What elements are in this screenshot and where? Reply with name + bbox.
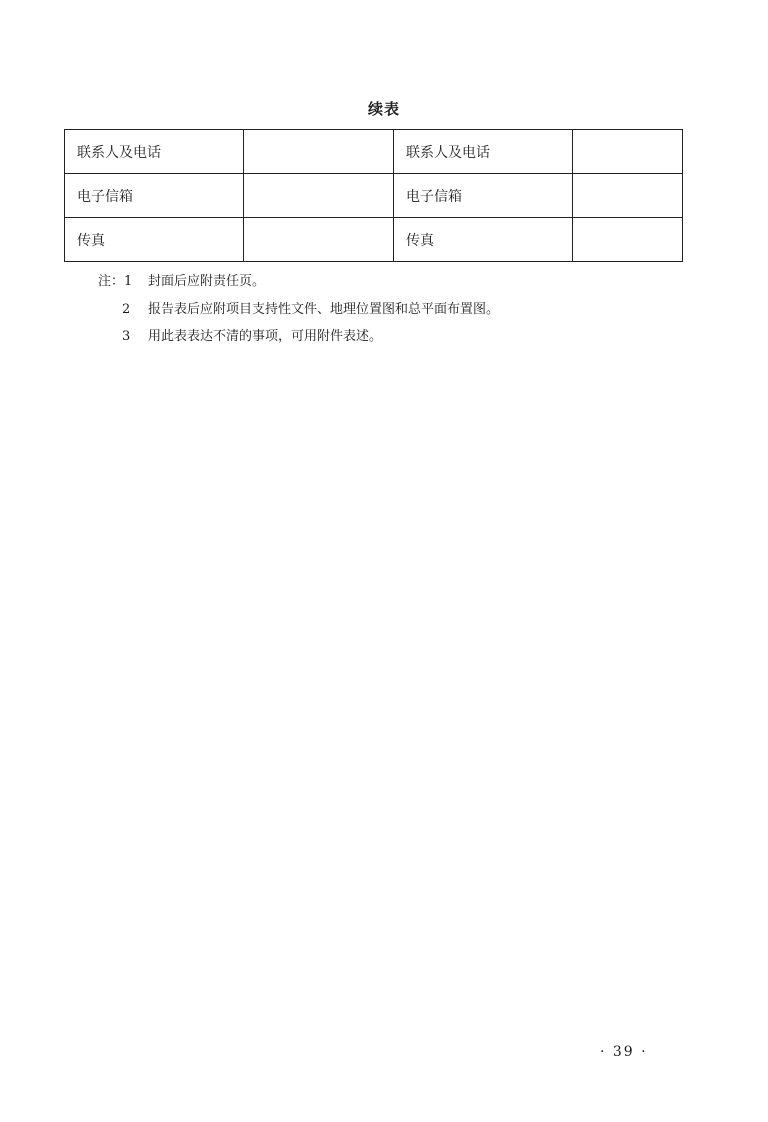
table-row-contact-phone <box>65 130 683 174</box>
left-fax-label: 传真 <box>65 218 244 262</box>
left-fax-value <box>244 218 394 262</box>
left-email-label: 电子信箱 <box>65 174 244 218</box>
note-number: 3 <box>122 329 131 344</box>
note-item <box>98 296 499 324</box>
note-text: 封面后应附责任页。 <box>148 274 266 289</box>
table-row-fax <box>65 218 683 262</box>
right-fax-label: 传真 <box>394 218 573 262</box>
note-text: 报告表后应附项目支持性文件、地理位置图和总平面布置图。 <box>148 301 500 317</box>
right-email-value <box>573 174 683 218</box>
note-item <box>98 323 499 351</box>
table-row-email <box>65 174 683 218</box>
contact-info-table <box>64 129 683 262</box>
note-text: 用此表表达不清的事项，可用附件表述。 <box>148 329 383 344</box>
page-number: · 39 · <box>600 1044 648 1060</box>
left-email-value <box>244 174 394 218</box>
table-continuation-title: 续表 <box>367 100 400 118</box>
right-contact-phone-value <box>573 130 683 174</box>
left-contact-phone-label: 联系人及电话 <box>65 130 244 174</box>
notes-prefix: 注：1 <box>98 274 133 289</box>
right-contact-phone-label: 联系人及电话 <box>394 130 573 174</box>
notes-section <box>98 268 499 351</box>
note-item <box>98 268 499 296</box>
right-fax-value <box>573 218 683 262</box>
note-number: 2 <box>122 301 131 317</box>
left-contact-phone-value <box>244 130 394 174</box>
right-email-label: 电子信箱 <box>394 174 573 218</box>
